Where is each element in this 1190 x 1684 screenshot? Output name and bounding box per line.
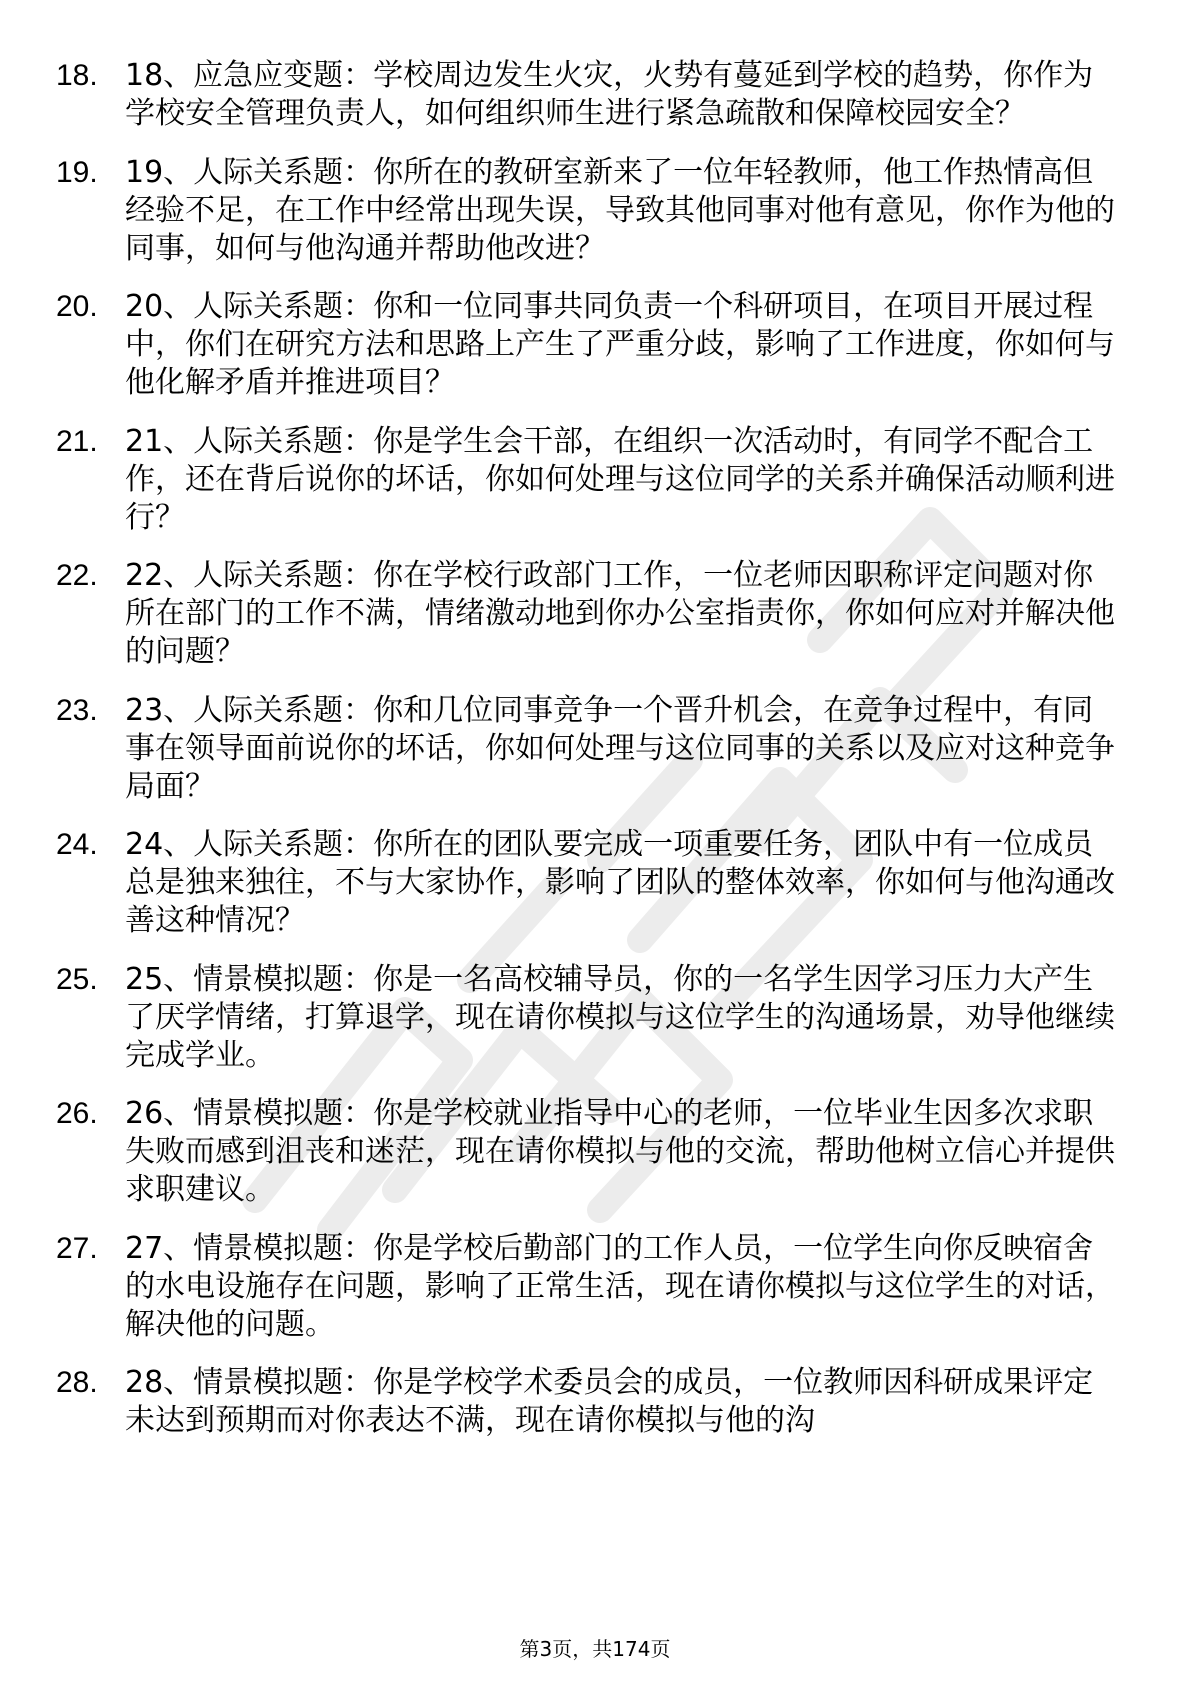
question-text: 26、情景模拟题：你是学校就业指导中心的老师，一位毕业生因多次求职失败而感到沮丧和迷茫，现在请你模拟与他的交流，帮助他树立信心并提供求职建议。 <box>125 1096 1115 1207</box>
question-number: 27. <box>56 1231 98 1265</box>
question-number: 24. <box>56 828 98 861</box>
question-number: 25. <box>56 962 98 996</box>
question-text: 21、人际关系题：你是学生会干部，在组织一次活动时，有同学不配合工作，还在背后说你的坏话，你如何处理与这位同学的关系并确保活动顺利进行？ <box>125 423 1115 535</box>
question-item-22 <box>56 557 1116 671</box>
question-text: 27、情景模拟题：你是学校后勤部门的工作人员，一位学生向你反映宿舍的水电设施存在问题，影响了正常生活，现在请你模拟与这位学生的对话，解决他的问题。 <box>125 1230 1115 1342</box>
page-footer <box>0 1637 1190 1661</box>
question-number: 23. <box>56 693 98 727</box>
question-item-23 <box>56 692 1116 806</box>
question-number: 19. <box>56 155 98 189</box>
question-item-19 <box>56 154 1116 268</box>
question-item-28 <box>56 1364 1116 1440</box>
question-number: 22. <box>56 559 98 592</box>
question-item-26 <box>56 1095 1116 1209</box>
question-item-24 <box>56 826 1116 940</box>
question-text: 18、应急应变题：学校周边发生火灾，火势有蔓延到学校的趋势，你作为学校安全管理负责人，如何组织师生进行紧急疏散和保障校园安全？ <box>125 58 1094 131</box>
question-text: 23、人际关系题：你和几位同事竞争一个晋升机会，在竞争过程中，有同事在领导面前说你的坏话，你如何处理与这位同事的关系以及应对这种竞争局面？ <box>125 692 1115 804</box>
question-list <box>56 57 1116 1461</box>
question-text: 20、人际关系题：你和一位同事共同负责一个科研项目，在项目开展过程中，你们在研究方法和思路上产生了严重分歧，影响了工作进度，你如何与他化解矛盾并推进项目？ <box>125 289 1115 400</box>
question-item-21 <box>56 423 1116 537</box>
question-text: 19、人际关系题：你所在的教研室新来了一位年轻教师，他工作热情高但经验不足，在工作中经常出现失误，导致其他同事对他有意见，你作为他的同事，如何与他沟通并帮助他改进？ <box>125 154 1115 266</box>
question-item-18 <box>56 57 1116 133</box>
question-number: 18. <box>56 59 98 92</box>
question-number: 26. <box>56 1097 98 1130</box>
page-number-label: 第3页，共174页 <box>519 1637 671 1661</box>
question-text: 22、人际关系题：你在学校行政部门工作，一位老师因职称评定问题对你所在部门的工作不满，情绪激动地到你办公室指责你，你如何应对并解决他的问题？ <box>125 558 1115 669</box>
question-number: 21. <box>56 424 98 458</box>
question-item-25 <box>56 961 1116 1075</box>
question-text: 24、人际关系题：你所在的团队要完成一项重要任务，团队中有一位成员总是独来独往，不与大家协作，影响了团队的整体效率，你如何与他沟通改善这种情况？ <box>125 827 1115 938</box>
question-item-20 <box>56 288 1116 402</box>
question-item-27 <box>56 1230 1116 1344</box>
question-text: 25、情景模拟题：你是一名高校辅导员，你的一名学生因学习压力大产生了厌学情绪，打算退学，现在请你模拟与这位学生的沟通场景，劝导他继续完成学业。 <box>125 961 1115 1073</box>
question-number: 20. <box>56 290 98 323</box>
question-text: 28、情景模拟题：你是学校学术委员会的成员，一位教师因科研成果评定未达到预期而对你表达不满，现在请你模拟与他的沟 <box>125 1365 1094 1438</box>
question-number: 28. <box>56 1366 98 1399</box>
